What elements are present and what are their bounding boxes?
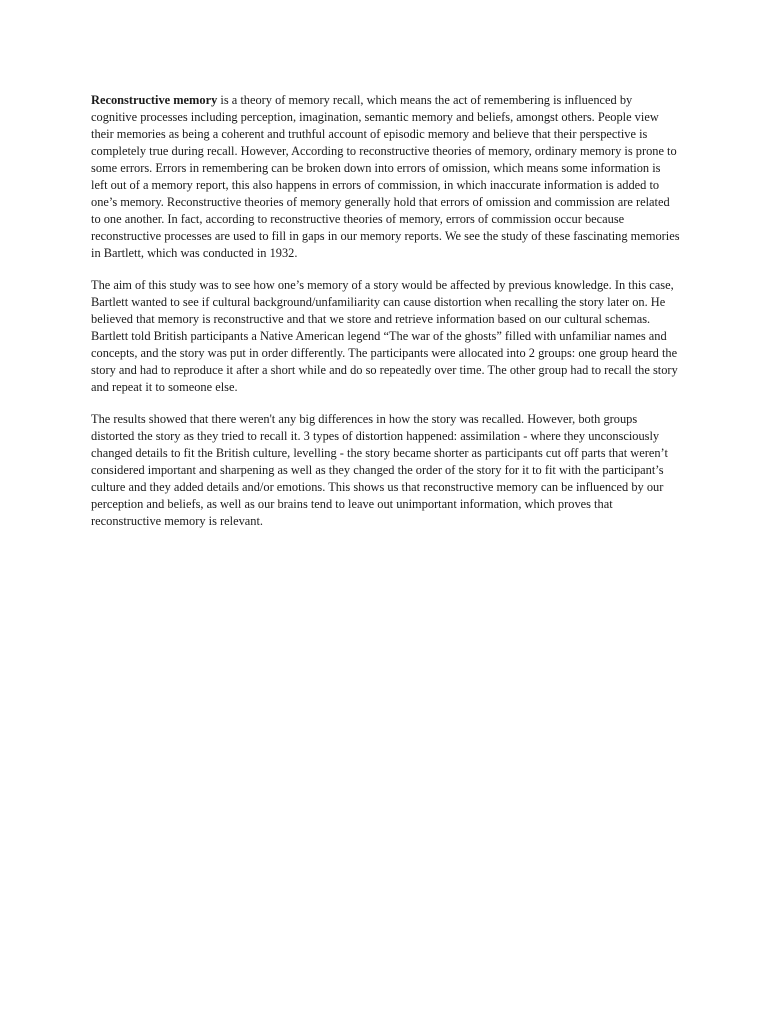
- bold-term-reconstructive-memory: Reconstructive memory: [91, 93, 218, 107]
- paragraph-study-aim: The aim of this study was to see how one’s memory of a story would be affected by previous knowledge. In this case, Bartlett wanted to see if cultural background/unfamiliarity can cause distortion when recalling the story later on. He believed that memory is reconstructive and that we store and retrieve information based on our cultural schemas. Bartlett told British participants a Native American legend “The war of the ghosts” filled with unfamiliar names and concepts, and the story was put in order differently. The participants were allocated into 2 groups: one group heard the story and had to reproduce it after a short while and do so repeatedly over time. The other group had to recall the story and repeat it to someone else.: [91, 278, 678, 394]
- paragraph-results: The results showed that there weren't any big differences in how the story was recalled. However, both groups distorted the story as they tried to recall it. 3 types of distortion happened: assimilation - where they unconsciously changed details to fit the British culture, levelling - the story became shorter as participants cut off parts that weren’t considered important and sharpening as well as they changed the order of the story for it to fit with the participant’s culture and they added details and/or emotions. This shows us that reconstructive memory can be influenced by our perception and beliefs, as well as our brains tend to leave out unimportant information, which proves that reconstructive memory is relevant.: [91, 412, 668, 528]
- paragraph-intro: [91, 92, 680, 262]
- document-body: [91, 92, 680, 545]
- paragraph-intro-text: is a theory of memory recall, which means the act of remembering is influenced by cognitive processes including perception, imagination, semantic memory and beliefs, amongst others. People view their memories as being a coherent and truthful account of episodic memory and believe that their perspective is completely true during recall. However, According to reconstructive theories of memory, ordinary memory is prone to some errors. Errors in remembering can be broken down into errors of omission, which means some information is left out of a memory report, this also happens in errors of commission, in which inaccurate information is added to one’s memory. Reconstructive theories of memory generally hold that errors of omission and commission are related to one another. In fact, according to reconstructive theories of memory, errors of commission occur because reconstructive processes are used to fill in gaps in our memory reports. We see the study of these fascinating memories in Bartlett, which was conducted in 1932.: [91, 93, 680, 260]
